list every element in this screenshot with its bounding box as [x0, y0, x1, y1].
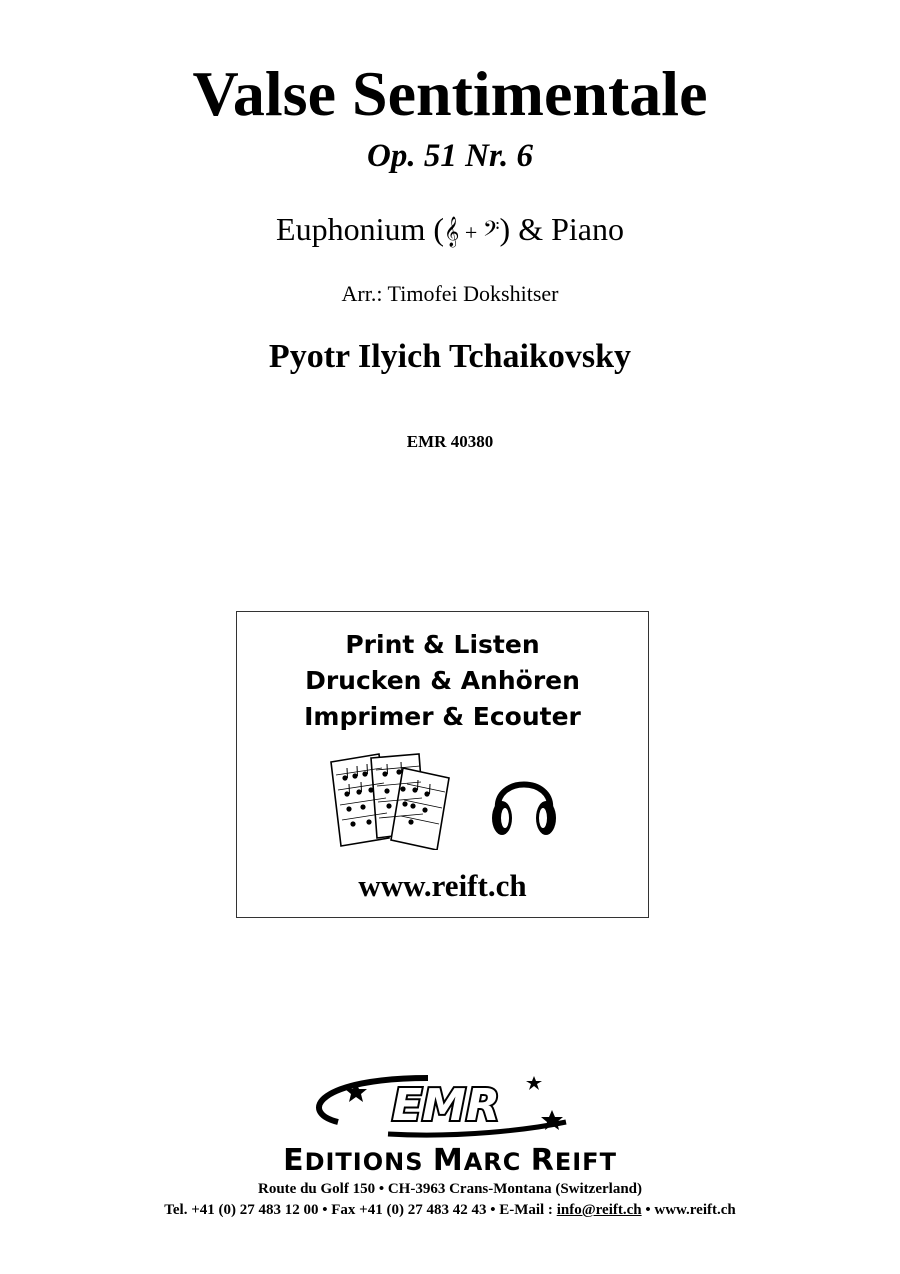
logo-text: EMR: [392, 1080, 500, 1131]
composer: Pyotr Ilyich Tchaikovsky: [268, 338, 632, 375]
instrumentation: [0, 213, 900, 245]
email-link[interactable]: info@reift.ch: [556, 1202, 642, 1218]
headphones-icon: [488, 762, 560, 842]
sheet-music-icon: [327, 750, 457, 850]
publisher-contact: [0, 1203, 900, 1218]
brand-eift: EIFT: [554, 1148, 617, 1176]
open-paren: (: [425, 211, 445, 247]
treble-clef-icon: 𝄞: [444, 217, 460, 247]
instrument-name: Euphonium: [276, 211, 426, 247]
brand-r: R: [530, 1143, 555, 1178]
print-listen-box: [236, 611, 649, 918]
brand-ditions: DITIONS: [304, 1148, 433, 1176]
contact-phone-fax: Tel. +41 (0) 27 483 12 00 • Fax +41 (0) 27 483 42 43 • E-Mail :: [164, 1202, 557, 1218]
bass-clef-icon: 𝄢: [482, 217, 500, 247]
brand-e: E: [283, 1143, 305, 1178]
arranger: Arr.: Timofei Dokshitser: [341, 281, 559, 306]
promo-line-french: Imprimer & Ecouter: [304, 702, 581, 731]
title: Valse Sentimentale: [192, 58, 708, 129]
opus-number: Op. 51 Nr. 6: [367, 138, 533, 174]
contact-website[interactable]: • www.reift.ch: [641, 1202, 736, 1218]
promo-url[interactable]: www.reift.ch: [358, 868, 527, 903]
plus-sign: +: [459, 220, 483, 245]
piano-label: ) & Piano: [499, 211, 624, 247]
promo-line-english: Print & Listen: [345, 630, 540, 659]
catalog-number: EMR 40380: [406, 432, 494, 451]
emr-logo: [298, 1072, 578, 1142]
publisher-address: Route du Golf 150 • CH-3963 Crans-Montana (Switzerland): [258, 1181, 642, 1197]
brand-arc: ARC: [463, 1148, 531, 1176]
brand-m: M: [432, 1143, 464, 1178]
promo-line-german: Drucken & Anhören: [305, 666, 580, 695]
publisher-name: [0, 1143, 900, 1178]
